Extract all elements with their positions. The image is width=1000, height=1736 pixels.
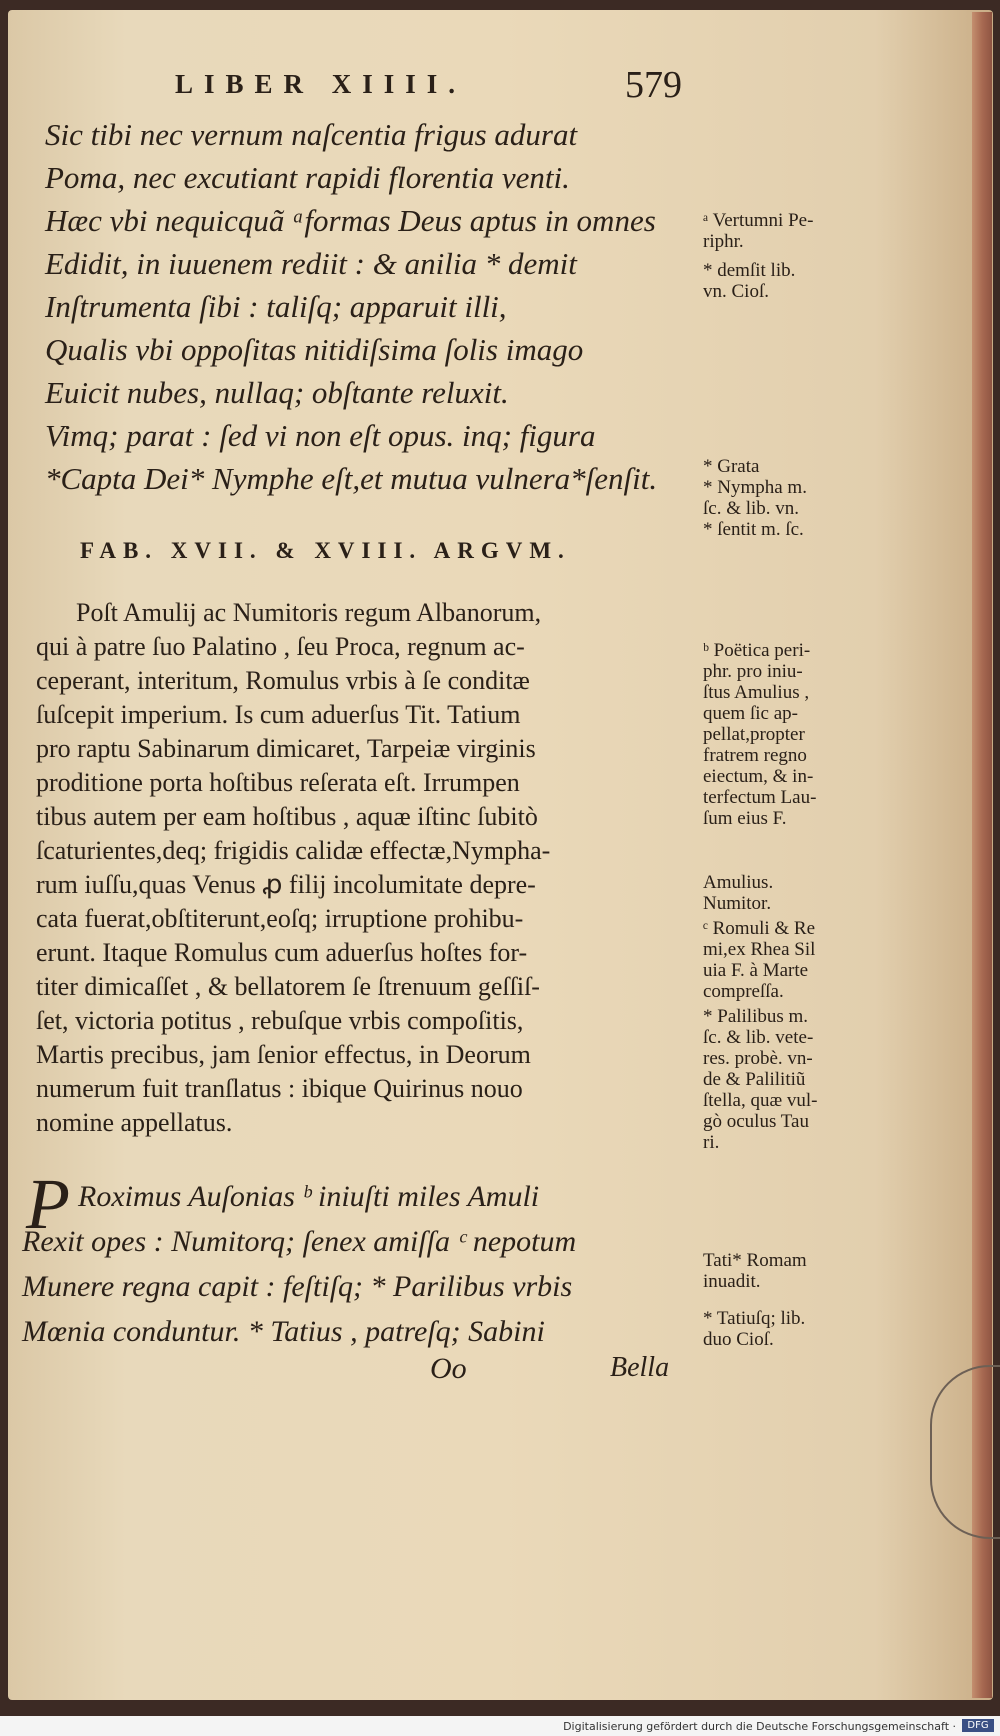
prose-line: ſuſcepit imperium. Is cum aduerſus Tit. Tatium xyxy=(36,700,521,729)
prose-line: numerum fuit tranſlatus : ibique Quirinus nouo xyxy=(36,1074,523,1103)
verse-line: *Capta Dei* Nymphe eſt,et mutua vulnera*ſenſit. xyxy=(45,461,658,496)
page-clip xyxy=(930,1365,1000,1539)
page-number: 579 xyxy=(625,64,682,106)
verse-line: Sic tibi nec vernum naſcentia frigus adurat xyxy=(45,117,578,152)
margin-note: ᶜ Romuli & Re mi,ex Rhea Sil uia F. à Marte compreſſa. xyxy=(703,918,816,1002)
prose-line: ſcaturientes,deq; frigidis calidæ effectæ,Nympha- xyxy=(36,836,551,865)
margin-note: Tati* Romam inuadit. xyxy=(703,1250,807,1292)
verse-line: Mœnia conduntur. * Tatius , patreſq; Sabini xyxy=(22,1315,545,1348)
verse-line: Qualis vbi oppoſitas nitidiſsima ſolis imago xyxy=(45,332,584,367)
prose-line: pro raptu Sabinarum dimicaret, Tarpeiæ virginis xyxy=(36,734,536,763)
verse-line: Vimq; parat : ſed vi non eſt opus. inq; figura xyxy=(45,418,596,453)
verse-line: Munere regna capit : feſtiſq; * Parilibus vrbis xyxy=(22,1270,573,1303)
margin-note: ᵃ Vertumni Pe- riphr. xyxy=(703,210,814,252)
margin-note: * demſit lib. vn. Cioſ. xyxy=(703,260,796,302)
verse-line: Poma, nec excutiant rapidi florentia venti. xyxy=(45,160,570,195)
prose-line: ſet, victoria potitus , rebuſque vrbis compoſitis, xyxy=(36,1006,524,1035)
prose-line: titer dimicaſſet , & bellatorem ſe ſtrenuum geſſiſ- xyxy=(36,972,540,1001)
verse-line: Rexit opes : Numitorq; ſenex amiſſa ᶜ nepotum xyxy=(22,1225,577,1258)
prose-line: Martis precibus, jam ſenior effectus, in Deorum xyxy=(36,1040,531,1069)
prose-line: cata fuerat,obſtiterunt,eoſq; irruptione prohibu- xyxy=(36,904,524,933)
verse-line: Euicit nubes, nullaq; obſtante reluxit. xyxy=(45,375,509,410)
margin-note: ᵇ Poëtica peri- phr. pro iniu- ſtus Amulius , quem ſic ap- pellat,propter fratrem regno eiectum, & in- terfectum Lau- ſum eius F. xyxy=(703,640,817,829)
margin-note: * Tatiuſq; lib. duo Cioſ. xyxy=(703,1308,806,1350)
running-title: LIBER XIIII. xyxy=(175,69,467,99)
verse-line: Edidit, in iuuenem rediit : & anilia * demit xyxy=(45,246,577,281)
margin-note: * Palilibus m. ſc. & lib. vete- res. probè. vn- de & Palilitiũ ſtella, quæ vul- gò oculus Tau ri. xyxy=(703,1006,818,1153)
verse-line: Roximus Auſonias ᵇ iniuſti miles Amuli xyxy=(78,1180,540,1213)
margin-note: * Grata * Nympha m. ſc. & lib. vn. * ſentit m. ſc. xyxy=(703,456,807,540)
prose-line: tibus autem per eam hoſtibus , aquæ iſtinc ſubitò xyxy=(36,802,538,831)
prose-line: Poſt Amulij ac Numitoris regum Albanorum, xyxy=(76,598,542,627)
page-header xyxy=(175,63,715,107)
drop-cap: P xyxy=(26,1164,70,1244)
margin-note: Amulius. Numitor. xyxy=(703,872,774,914)
prose-line: ceperant, interitum, Romulus vrbis à ſe conditæ xyxy=(36,666,530,695)
dfg-logo: DFG xyxy=(962,1719,994,1732)
prose-line: erunt. Itaque Romulus cum aduerſus hoſtes for- xyxy=(36,938,528,967)
catchword: Bella xyxy=(610,1352,670,1383)
prose-line: proditione porta hoſtibus reſerata eſt. Irrumpen xyxy=(36,768,520,797)
prose-line: qui à patre ſuo Palatino , ſeu Proca, regnum ac- xyxy=(36,632,525,661)
prose-line: rum iuſſu,quas Venus ꝓ filij incolumitate depre- xyxy=(36,870,536,899)
signature-mark: Oo xyxy=(430,1352,467,1385)
verse-line: Hæc vbi nequicquã ᵃformas Deus aptus in omnes xyxy=(45,203,656,238)
verse-line: Inſtrumenta ſibi : taliſq; apparuit illi, xyxy=(45,289,507,324)
prose-line: nomine appellatus. xyxy=(36,1108,233,1137)
fable-heading: FAB. XVII. & XVIII. ARGVM. xyxy=(80,538,571,563)
footer-credit: Digitalisierung gefördert durch die Deutsche Forschungsgemeinschaft · xyxy=(563,1720,956,1733)
